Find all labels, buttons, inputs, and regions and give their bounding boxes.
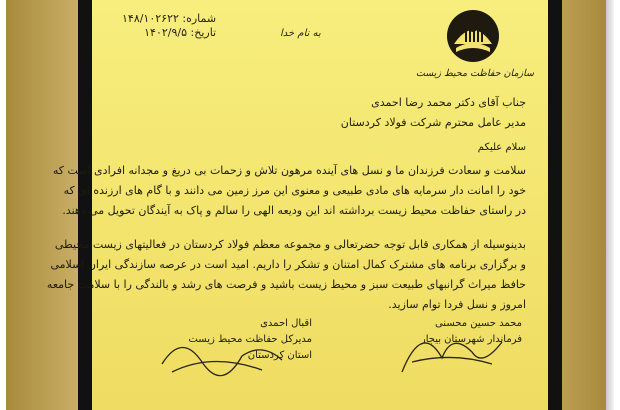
addressee-title: مدیر عامل محترم شرکت فولاد کردستان (340, 116, 526, 129)
signature-left-scribble (142, 312, 312, 392)
signatory-left-province: استان کردستان (247, 350, 312, 361)
signatory-right-title: فرماندار شهرستان بیجار (420, 334, 522, 345)
paragraph1-line1: سلامت و سعادت فرزندان ما و نسل های آینده مرهون تلاش و زحمات بی دریغ و مجدانه افرادی است که (52, 164, 526, 177)
addressee-name: جناب آقای دکتر محمد رضا احمدی (371, 96, 526, 109)
reference-block (122, 12, 216, 40)
signature-block-left (142, 312, 312, 392)
greeting: سلام علیکم (477, 142, 526, 153)
paragraph2-line3: حافظ میراث گرانبهای طبیعت سبز و محیط زیست باشید و فرصت های رشد و بالندگی را با سلامت جامعه (46, 278, 526, 291)
paragraph1-line3: در راستای حفاظت محیط زیست برداشته اند این ودیعه الهی را سالم و پاک به آیندگان تحویل می دهند. (62, 204, 526, 217)
paragraph2-line4: امروز و نسل فردا توام سازید. (388, 298, 526, 311)
signature-block-right (342, 312, 522, 392)
reference-date: تاریخ: ۱۴۰۲/۹/۵ (144, 26, 217, 39)
organization-name: سازمان حفاظت محیط زیست (415, 68, 534, 79)
certificate-paper (46, 0, 548, 410)
frame-edge-shadow (606, 0, 614, 410)
signatory-right-name: محمد حسین محسنی (434, 318, 522, 329)
paragraph2-line2: و برگزاری برنامه های مشترک کمال امتنان و تشکر را داریم. امید است در عرصه سازندگی ایران اسلامی (50, 258, 526, 271)
paragraph2-line1: بدینوسیله از همکاری قابل توجه حضرتعالی و مجموعه معظم فولاد کردستان در فعالیتهای زیست محیطی (54, 238, 526, 251)
environment-organization-logo-icon (442, 8, 504, 64)
signature-right-scribble (342, 312, 522, 392)
signatory-left-title: مدیرکل حفاظت محیط زیست (188, 334, 312, 345)
paragraph1-line2: خود را امانت دار سرمایه های مادی طبیعی و معنوی این مرز زمین می دانند و با گام های ارزنده ای که (63, 184, 526, 197)
invocation: به نام خدا (280, 28, 321, 39)
signatory-left-name: اقبال احمدی (260, 318, 312, 329)
reference-number: شماره: ۱۴۸/۱۰۲۶۲۲ (122, 12, 217, 25)
